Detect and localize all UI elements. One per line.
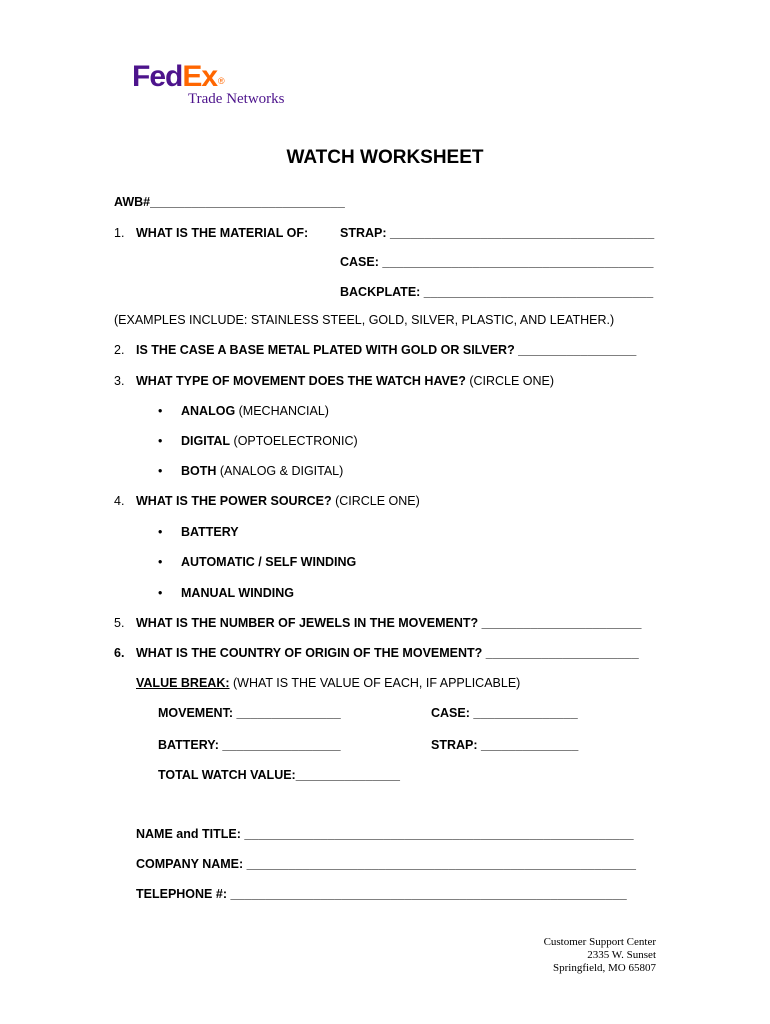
power-option-manual[interactable]: MANUAL WINDING — [181, 586, 294, 600]
value-break-heading — [136, 676, 520, 691]
q5-jewels-field[interactable]: WHAT IS THE NUMBER OF JEWELS IN THE MOVEMENT? _______________________ — [136, 616, 642, 630]
q5-number: 5. — [114, 616, 125, 630]
case-value-field[interactable]: CASE: _______________ — [431, 706, 578, 720]
telephone-field[interactable]: TELEPHONE #: _________________________________________________________ — [136, 887, 627, 901]
q3-note: (CIRCLE ONE) — [465, 374, 555, 388]
q6-origin-field[interactable]: WHAT IS THE COUNTRY OF ORIGIN OF THE MOVEMENT? ______________________ — [136, 646, 639, 660]
value-break-label: VALUE BREAK: — [136, 676, 230, 690]
battery-value-field[interactable]: BATTERY: _________________ — [158, 738, 341, 752]
movement-option-both[interactable]: BOTH (ANALOG & DIGITAL) — [181, 464, 344, 478]
case-material-field[interactable]: CASE: _______________________________________ — [340, 255, 654, 269]
bullet-icon: • — [158, 555, 163, 569]
power-option-battery[interactable]: BATTERY — [181, 525, 239, 539]
value-break-note: (WHAT IS THE VALUE OF EACH, IF APPLICABLE) — [229, 676, 521, 690]
logo-fed-text: Fed — [132, 60, 183, 93]
footer-line-2: 2335 W. Sunset — [587, 949, 656, 961]
bullet-icon: • — [158, 434, 163, 448]
awb-field[interactable]: AWB#____________________________ — [114, 195, 345, 209]
logo-registered-mark: ® — [218, 76, 225, 86]
q4-note: (CIRCLE ONE) — [331, 494, 420, 508]
bullet-icon: • — [158, 586, 163, 600]
footer-address — [544, 936, 656, 975]
bullet-icon: • — [158, 525, 163, 539]
name-title-field[interactable]: NAME and TITLE: ________________________________________________________ — [136, 827, 634, 841]
fedex-logo — [132, 60, 285, 107]
page-title: WATCH WORKSHEET — [286, 147, 484, 168]
bullet-icon: • — [158, 404, 163, 418]
q1-label: WHAT IS THE MATERIAL OF: — [136, 226, 309, 240]
examples-note: (EXAMPLES INCLUDE: STAINLESS STEEL, GOLD, SILVER, PLASTIC, AND LEATHER.) — [114, 313, 615, 327]
backplate-material-field[interactable]: BACKPLATE: _________________________________ — [340, 285, 654, 299]
q1-number: 1. — [114, 226, 125, 240]
q4-number: 4. — [114, 494, 125, 508]
q6-number: 6. — [114, 646, 125, 660]
bullet-icon: • — [158, 464, 163, 478]
logo-ex-text: Ex — [182, 60, 218, 93]
footer-line-1: Customer Support Center — [543, 936, 656, 948]
footer-line-3: Springfield, MO 65807 — [553, 962, 656, 974]
q3-question — [136, 374, 554, 389]
logo-subtitle: Trade Networks — [188, 91, 285, 107]
q4-question — [136, 494, 420, 509]
company-name-field[interactable]: COMPANY NAME: ________________________________________________________ — [136, 857, 636, 871]
strap-value-field[interactable]: STRAP: ______________ — [431, 738, 579, 752]
power-option-automatic[interactable]: AUTOMATIC / SELF WINDING — [181, 555, 357, 569]
q4-label: WHAT IS THE POWER SOURCE? — [136, 494, 332, 508]
movement-value-field[interactable]: MOVEMENT: _______________ — [158, 706, 341, 720]
q3-label: WHAT TYPE OF MOVEMENT DOES THE WATCH HAVE? — [136, 374, 466, 388]
movement-option-analog[interactable]: ANALOG (MECHANCIAL) — [181, 404, 329, 418]
strap-material-field[interactable]: STRAP: ______________________________________ — [340, 226, 655, 240]
q3-number: 3. — [114, 374, 125, 388]
total-value-field[interactable]: TOTAL WATCH VALUE:_______________ — [158, 768, 400, 782]
q2-plated-field[interactable]: IS THE CASE A BASE METAL PLATED WITH GOLD OR SILVER? _________________ — [136, 343, 637, 357]
q2-number: 2. — [114, 343, 125, 357]
movement-option-digital[interactable]: DIGITAL (OPTOELECTRONIC) — [181, 434, 358, 448]
